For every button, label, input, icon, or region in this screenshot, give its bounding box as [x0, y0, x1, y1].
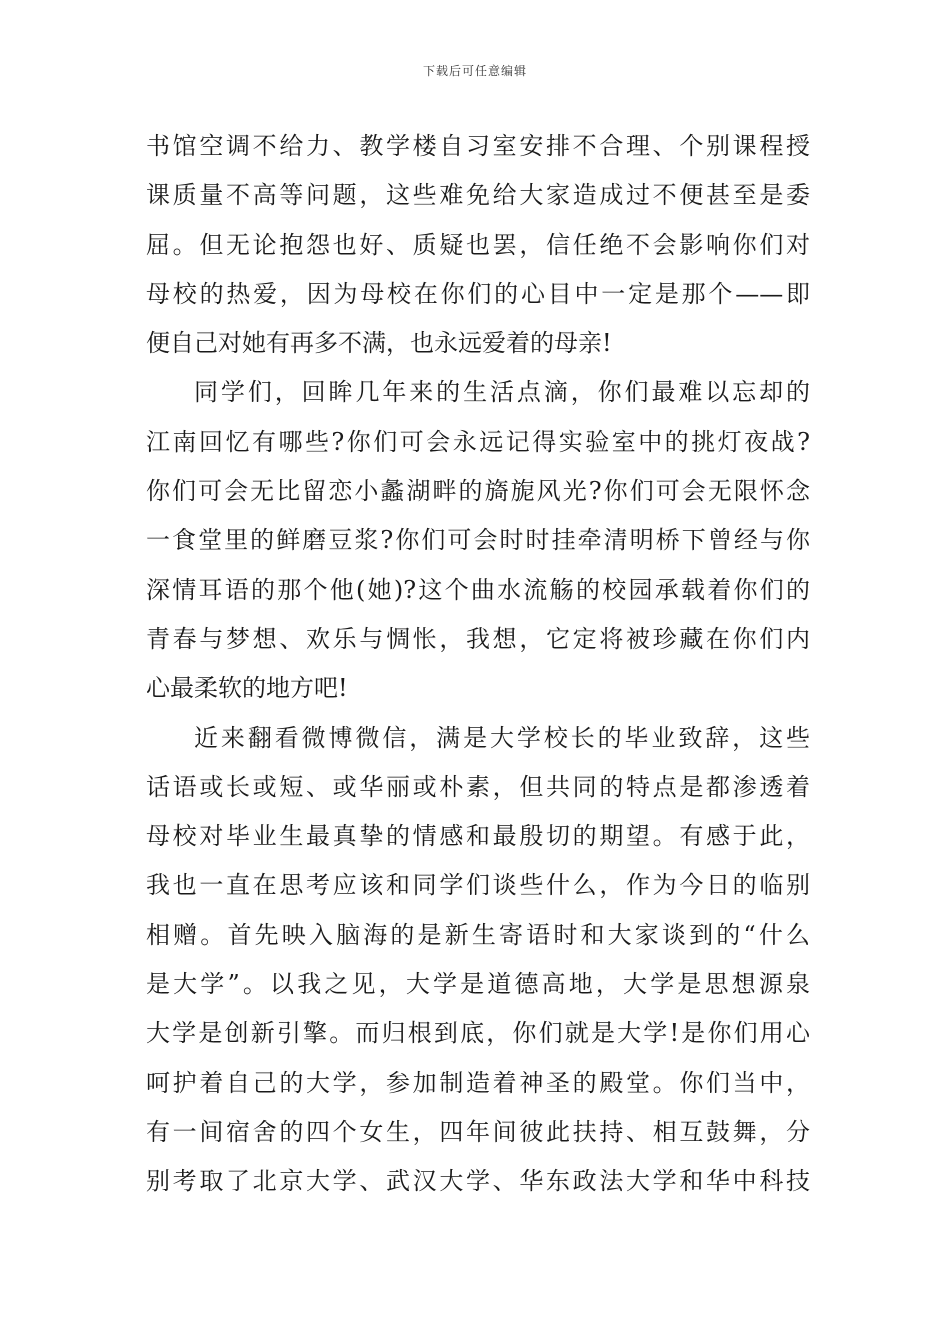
text-line: 话语或长或短、或华丽或朴素，但共同的特点是都渗透着	[146, 772, 810, 801]
text-line: 深情耳语的那个他(她)?这个曲水流觞的校园承载着你们的	[146, 575, 810, 604]
text-line: 同学们，回眸几年来的生活点滴，你们最难以忘却的	[194, 378, 810, 407]
text-line: 是大学”。以我之见，大学是道德高地，大学是思想源泉	[146, 970, 810, 999]
text-line: 心最柔软的地方吧!	[146, 674, 348, 703]
text-line: 一食堂里的鲜磨豆浆?你们可会时时挂牵清明桥下曾经与你	[146, 526, 810, 555]
text-line: 相赠。首先映入脑海的是新生寄语时和大家谈到的“什么	[146, 920, 810, 949]
text-line: 便自己对她有再多不满，也永远爱着的母亲!	[146, 329, 612, 358]
text-line: 江南回忆有哪些?你们可会永远记得实验室中的挑灯夜战?	[146, 427, 810, 456]
text-line: 母校对毕业生最真挚的情感和最殷切的期望。有感于此，	[146, 822, 810, 851]
page-header: 下载后可任意编辑	[422, 64, 527, 78]
text-line: 母校的热爱，因为母校在你们的心目中一定是那个——即	[146, 279, 810, 308]
text-line: 书馆空调不给力、教学楼自习室安排不合理、个别课程授	[146, 132, 810, 160]
text-line: 呵护着自己的大学，参加制造着神圣的殿堂。你们当中，	[146, 1068, 810, 1097]
body-text	[146, 122, 810, 1207]
text-line: 大学是创新引擎。而归根到底，你们就是大学!是你们用心	[146, 1019, 810, 1048]
text-line: 有一间宿舍的四个女生，四年间彼此扶持、相互鼓舞，分	[146, 1117, 810, 1146]
text-line: 屈。但无论抱怨也好、质疑也罢，信任绝不会影响你们对	[146, 230, 810, 259]
text-line: 近来翻看微博微信，满是大学校长的毕业致辞，这些	[194, 723, 810, 752]
text-line: 你们可会无比留恋小蠡湖畔的旖旎风光?你们可会无限怀念	[146, 477, 810, 506]
text-line: 我也一直在思考应该和同学们谈些什么，作为今日的临别	[146, 871, 810, 900]
text-line: 青春与梦想、欢乐与惆怅，我想，它定将被珍藏在你们内	[146, 624, 810, 653]
text-line: 课质量不高等问题，这些难免给大家造成过不便甚至是委	[146, 181, 810, 210]
text-line: 别考取了北京大学、武汉大学、华东政法大学和华中科技	[146, 1167, 810, 1196]
